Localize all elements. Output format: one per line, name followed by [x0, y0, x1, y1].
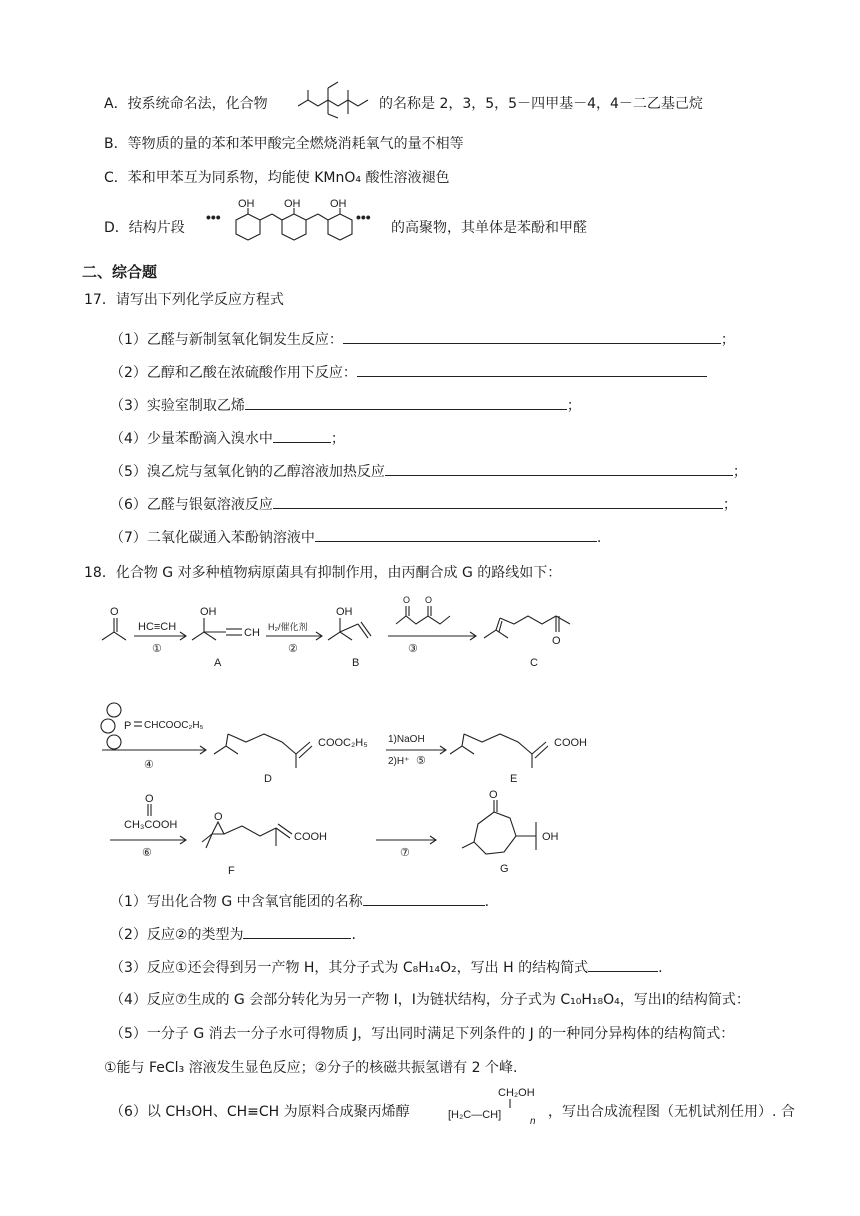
svg-text:①: ①	[152, 643, 162, 655]
svg-text:CH₂OH: CH₂OH	[498, 1087, 535, 1099]
scheme-row-1	[96, 594, 616, 676]
q17-item-1: （1）乙醛与新制氢氧化铜发生反应： ；	[110, 329, 735, 350]
option-a-post: 的名称是 2，3，5，5－四甲基－4，4－二乙基己烷	[379, 96, 703, 112]
svg-text:F: F	[228, 865, 235, 877]
svg-text:•••: •••	[206, 209, 221, 225]
svg-text:O: O	[403, 595, 411, 605]
q18-sub-3: （3）反应①还会得到另一产物 H，其分子式为 C₈H₁₄O₂，写出 H 的结构简式 .	[110, 957, 663, 978]
q17-stem: 17．请写出下列化学反应方程式	[84, 292, 284, 308]
svg-text:O: O	[145, 793, 154, 805]
svg-text:G: G	[500, 863, 509, 875]
svg-text:CH₃COOH: CH₃COOH	[124, 819, 178, 831]
svg-text:③: ③	[408, 643, 418, 655]
svg-text:⑦: ⑦	[400, 847, 410, 859]
svg-text:O: O	[425, 595, 433, 605]
q18-sub-2: （2）反应②的类型为 .	[110, 924, 356, 945]
q18-sub-5: （5）一分子 G 消去一分子水可得物质 J，写出同时满足下列条件的 J 的一种同分异构体的结构简式：	[110, 1026, 735, 1042]
svg-text:②: ②	[288, 643, 298, 655]
svg-text:HC≡CH: HC≡CH	[138, 621, 177, 633]
option-d-structure	[204, 194, 382, 246]
svg-text:A: A	[214, 657, 222, 669]
svg-text:1)NaOH: 1)NaOH	[388, 734, 425, 745]
q17-item-3: （3）实验室制取乙烯 ；	[110, 395, 581, 416]
svg-text:•••: •••	[356, 209, 371, 225]
q17-item-7: （7）二氧化碳通入苯酚钠溶液中 .	[110, 527, 601, 548]
q17-item-4: （4）少量苯酚滴入溴水中 ；	[110, 428, 345, 449]
option-a-structure	[296, 80, 372, 120]
svg-text:D: D	[264, 773, 272, 785]
option-a	[104, 94, 268, 114]
q17-item-2: （2）乙醇和乙酸在浓硫酸作用下反应：	[110, 362, 707, 383]
scheme-row-2	[96, 698, 616, 794]
svg-text:O: O	[489, 789, 498, 801]
svg-text:④: ④	[144, 759, 154, 771]
svg-text:⑥: ⑥	[142, 847, 152, 859]
svg-text:B: B	[352, 657, 360, 669]
q18-sub-6-pre: （6）以 CH₃OH、CH≡CH 为原料合成聚丙烯醇	[110, 1104, 410, 1120]
option-d-pre: D．结构片段	[104, 220, 185, 236]
svg-text:OH: OH	[542, 831, 559, 843]
svg-text:COOH: COOH	[294, 831, 327, 843]
section-title: 二、综合题	[82, 263, 158, 281]
svg-text:OH: OH	[330, 198, 347, 210]
svg-text:⑤: ⑤	[416, 755, 426, 767]
svg-text:O: O	[214, 811, 223, 823]
svg-text:OH: OH	[336, 606, 353, 618]
svg-text:H₂/催化剂: H₂/催化剂	[268, 622, 308, 632]
svg-text:OH: OH	[238, 198, 255, 210]
svg-text:[H₂C—CH]: [H₂C—CH]	[448, 1109, 502, 1121]
svg-text:OH: OH	[284, 198, 301, 210]
q18-sub-6-post: ，写出合成流程图（无机试剂任用）. 合	[548, 1104, 795, 1120]
svg-text:CHCOOC₂H₅: CHCOOC₂H₅	[144, 720, 204, 731]
q17-item-5: （5）溴乙烷与氢氧化钠的乙醇溶液加热反应 ；	[110, 461, 747, 482]
option-d-post: 的高聚物，其单体是苯酚和甲醛	[391, 220, 587, 236]
q18-sub-4: （4）反应⑦生成的 G 会部分转化为另一产物 I，I为链状结构，分子式为 C₁₀H₁₈O₄，写出I的结构简式：	[110, 992, 750, 1008]
svg-text:O: O	[110, 606, 119, 618]
option-a-pre: A．按系统命名法，化合物	[104, 96, 268, 112]
svg-text:OH: OH	[200, 606, 217, 618]
svg-text:E: E	[510, 773, 518, 785]
svg-text:C: C	[530, 657, 538, 669]
q18-stem: 18．化合物 G 对多种植物病原菌具有抑制作用，由丙酮合成 G 的路线如下：	[84, 565, 562, 581]
svg-text:COOH: COOH	[554, 737, 587, 749]
svg-text:COOC₂H₅: COOC₂H₅	[318, 737, 368, 749]
svg-text:P: P	[124, 720, 132, 732]
q17-item-6: （6）乙醛与银氨溶液反应 ；	[110, 494, 737, 515]
option-b: B．等物质的量的苯和苯甲酸完全燃烧消耗氧气的量不相等	[104, 136, 464, 152]
scheme-row-3	[96, 789, 616, 880]
svg-text:CH: CH	[244, 627, 260, 639]
option-c: C．苯和甲苯互为同系物，均能使 KMnO₄ 酸性溶液褪色	[104, 170, 450, 186]
polyallyl-alcohol-structure	[448, 1084, 544, 1134]
svg-text:2)H⁺: 2)H⁺	[388, 756, 410, 767]
svg-text:O: O	[552, 635, 561, 647]
q18-sub-1: （1）写出化合物 G 中含氧官能团的名称 .	[110, 891, 489, 912]
q18-sub-5-conditions: ①能与 FeCl₃ 溶液发生显色反应；②分子的核磁共振氢谱有 2 个峰.	[104, 1060, 518, 1076]
svg-text:n: n	[530, 1116, 536, 1127]
